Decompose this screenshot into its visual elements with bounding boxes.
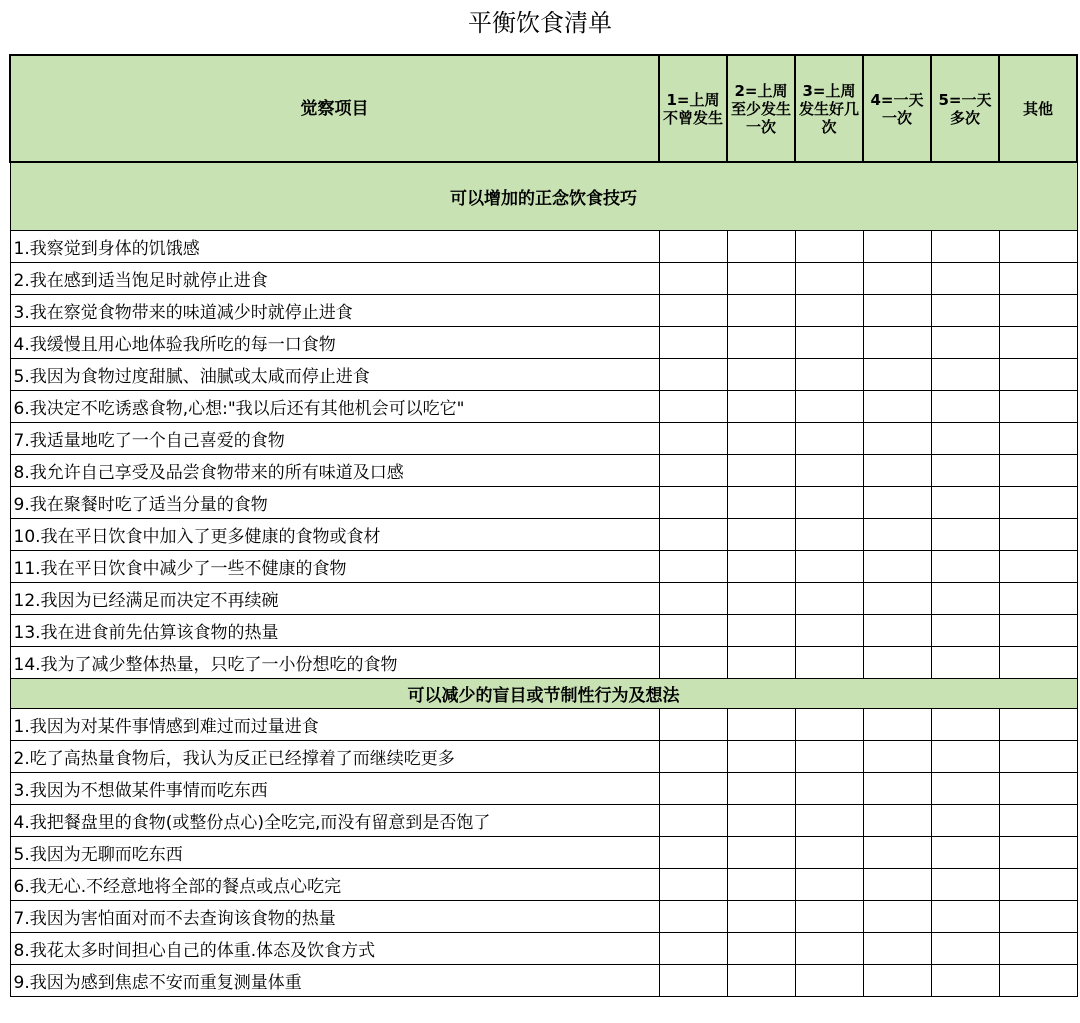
rating-cell[interactable]	[931, 583, 999, 615]
rating-cell[interactable]	[795, 295, 863, 327]
rating-cell[interactable]	[863, 869, 931, 901]
rating-cell[interactable]	[659, 773, 727, 805]
rating-cell[interactable]	[659, 583, 727, 615]
rating-cell[interactable]	[863, 487, 931, 519]
table-row	[10, 615, 1077, 647]
table-row	[10, 519, 1077, 551]
item-label: 9.我在聚餐时吃了适当分量的食物	[10, 487, 659, 519]
rating-cell[interactable]	[795, 901, 863, 933]
rating-cell[interactable]	[863, 709, 931, 741]
section-title: 可以减少的盲目或节制性行为及想法	[10, 679, 1077, 709]
rating-cell[interactable]	[795, 455, 863, 487]
rating-cell[interactable]	[659, 295, 727, 327]
rating-cell[interactable]	[999, 391, 1077, 423]
rating-cell[interactable]	[863, 805, 931, 837]
table-row	[10, 391, 1077, 423]
rating-cell[interactable]	[795, 965, 863, 997]
rating-cell[interactable]	[931, 455, 999, 487]
rating-cell[interactable]	[863, 583, 931, 615]
rating-cell[interactable]	[659, 615, 727, 647]
rating-cell[interactable]	[659, 263, 727, 295]
rating-cell[interactable]	[795, 773, 863, 805]
rating-cell[interactable]	[999, 709, 1077, 741]
rating-cell[interactable]	[931, 391, 999, 423]
rating-cell[interactable]	[659, 901, 727, 933]
rating-cell[interactable]	[863, 965, 931, 997]
rating-cell[interactable]	[795, 837, 863, 869]
rating-cell[interactable]	[727, 391, 795, 423]
header-option-5: 5=一天多次	[931, 55, 999, 162]
rating-cell[interactable]	[727, 423, 795, 455]
item-label: 2.吃了高热量食物后，我认为反正已经撑着了而继续吃更多	[10, 741, 659, 773]
rating-cell[interactable]	[659, 423, 727, 455]
rating-cell[interactable]	[727, 965, 795, 997]
rating-cell[interactable]	[931, 741, 999, 773]
rating-cell[interactable]	[795, 391, 863, 423]
rating-cell[interactable]	[727, 519, 795, 551]
rating-cell[interactable]	[999, 773, 1077, 805]
item-label: 2.我在感到适当饱足时就停止进食	[10, 263, 659, 295]
rating-cell[interactable]	[727, 455, 795, 487]
rating-cell[interactable]	[727, 741, 795, 773]
rating-cell[interactable]	[727, 583, 795, 615]
item-label: 7.我因为害怕面对而不去查询该食物的热量	[10, 901, 659, 933]
page-title: 平衡饮食清单	[468, 9, 612, 37]
rating-cell[interactable]	[795, 263, 863, 295]
table-row	[10, 487, 1077, 519]
rating-cell[interactable]	[863, 263, 931, 295]
rating-cell[interactable]	[999, 647, 1077, 679]
rating-cell[interactable]	[659, 741, 727, 773]
rating-cell[interactable]	[727, 263, 795, 295]
table-row	[10, 933, 1077, 965]
rating-cell[interactable]	[931, 709, 999, 741]
item-label: 6.我决定不吃诱惑食物,心想:"我以后还有其他机会可以吃它"	[10, 391, 659, 423]
rating-cell[interactable]	[931, 295, 999, 327]
table-row	[10, 583, 1077, 615]
rating-cell[interactable]	[727, 709, 795, 741]
item-label: 10.我在平日饮食中加入了更多健康的食物或食材	[10, 519, 659, 551]
rating-cell[interactable]	[999, 741, 1077, 773]
rating-cell[interactable]	[863, 391, 931, 423]
item-label: 8.我允许自己享受及品尝食物带来的所有味道及口感	[10, 455, 659, 487]
rating-cell[interactable]	[863, 359, 931, 391]
rating-cell[interactable]	[931, 551, 999, 583]
rating-cell[interactable]	[931, 965, 999, 997]
table-row	[10, 455, 1077, 487]
header-item-column: 觉察项目	[10, 55, 659, 162]
rating-cell[interactable]	[999, 615, 1077, 647]
header-option-4: 4=一天一次	[863, 55, 931, 162]
rating-cell[interactable]	[659, 359, 727, 391]
item-label: 12.我因为已经满足而决定不再续碗	[10, 583, 659, 615]
item-label: 3.我因为不想做某件事情而吃东西	[10, 773, 659, 805]
rating-cell[interactable]	[931, 805, 999, 837]
rating-cell[interactable]	[727, 231, 795, 263]
rating-cell[interactable]	[999, 965, 1077, 997]
rating-cell[interactable]	[659, 805, 727, 837]
rating-cell[interactable]	[999, 869, 1077, 901]
rating-cell[interactable]	[795, 933, 863, 965]
rating-cell[interactable]	[659, 519, 727, 551]
rating-cell[interactable]	[727, 773, 795, 805]
item-label: 7.我适量地吃了一个自己喜爱的食物	[10, 423, 659, 455]
rating-cell[interactable]	[999, 519, 1077, 551]
table-row	[10, 965, 1077, 997]
checklist-table	[9, 54, 1078, 997]
header-option-3: 3=上周发生好几次	[795, 55, 863, 162]
rating-cell[interactable]	[727, 327, 795, 359]
section-title: 可以增加的正念饮食技巧	[10, 162, 1077, 231]
rating-cell[interactable]	[795, 583, 863, 615]
rating-cell[interactable]	[795, 519, 863, 551]
rating-cell[interactable]	[795, 487, 863, 519]
table-row	[10, 263, 1077, 295]
section-header-row	[10, 679, 1077, 709]
rating-cell[interactable]	[795, 805, 863, 837]
rating-cell[interactable]	[727, 615, 795, 647]
item-label: 5.我因为无聊而吃东西	[10, 837, 659, 869]
rating-cell[interactable]	[727, 647, 795, 679]
rating-cell[interactable]	[727, 805, 795, 837]
rating-cell[interactable]	[931, 901, 999, 933]
table-row	[10, 327, 1077, 359]
rating-cell[interactable]	[727, 295, 795, 327]
item-label: 6.我无心.不经意地将全部的餐点或点心吃完	[10, 869, 659, 901]
table-row	[10, 423, 1077, 455]
item-label: 4.我把餐盘里的食物(或整份点心)全吃完,而没有留意到是否饱了	[10, 805, 659, 837]
rating-cell[interactable]	[999, 487, 1077, 519]
rating-cell[interactable]	[659, 647, 727, 679]
item-label: 8.我花太多时间担心自己的体重.体态及饮食方式	[10, 933, 659, 965]
rating-cell[interactable]	[795, 423, 863, 455]
rating-cell[interactable]	[659, 327, 727, 359]
rating-cell[interactable]	[999, 551, 1077, 583]
rating-cell[interactable]	[727, 869, 795, 901]
rating-cell[interactable]	[999, 231, 1077, 263]
rating-cell[interactable]	[659, 869, 727, 901]
rating-cell[interactable]	[931, 869, 999, 901]
rating-cell[interactable]	[795, 551, 863, 583]
header-row	[10, 55, 1077, 162]
rating-cell[interactable]	[931, 615, 999, 647]
rating-cell[interactable]	[863, 231, 931, 263]
rating-cell[interactable]	[659, 933, 727, 965]
item-label: 13.我在进食前先估算该食物的热量	[10, 615, 659, 647]
rating-cell[interactable]	[931, 933, 999, 965]
rating-cell[interactable]	[999, 455, 1077, 487]
rating-cell[interactable]	[795, 647, 863, 679]
rating-cell[interactable]	[863, 773, 931, 805]
rating-cell[interactable]	[999, 327, 1077, 359]
rating-cell[interactable]	[931, 359, 999, 391]
table-row	[10, 551, 1077, 583]
rating-cell[interactable]	[863, 295, 931, 327]
rating-cell[interactable]	[795, 741, 863, 773]
rating-cell[interactable]	[795, 869, 863, 901]
section-header-row	[10, 162, 1077, 231]
rating-cell[interactable]	[931, 263, 999, 295]
rating-cell[interactable]	[795, 231, 863, 263]
rating-cell[interactable]	[659, 837, 727, 869]
rating-cell[interactable]	[863, 519, 931, 551]
rating-cell[interactable]	[999, 933, 1077, 965]
table-row	[10, 805, 1077, 837]
rating-cell[interactable]	[795, 615, 863, 647]
rating-cell[interactable]	[795, 359, 863, 391]
table-row	[10, 709, 1077, 741]
header-option-1: 1=上周不曾发生	[659, 55, 727, 162]
table-row	[10, 901, 1077, 933]
rating-cell[interactable]	[659, 231, 727, 263]
rating-cell[interactable]	[863, 327, 931, 359]
header-option-other: 其他	[999, 55, 1077, 162]
rating-cell[interactable]	[931, 773, 999, 805]
rating-cell[interactable]	[727, 837, 795, 869]
rating-cell[interactable]	[863, 901, 931, 933]
rating-cell[interactable]	[863, 551, 931, 583]
table-row	[10, 295, 1077, 327]
rating-cell[interactable]	[659, 391, 727, 423]
rating-cell[interactable]	[863, 647, 931, 679]
header-option-2: 2=上周至少发生一次	[727, 55, 795, 162]
rating-cell[interactable]	[999, 423, 1077, 455]
item-label: 9.我因为感到焦虑不安而重复测量体重	[10, 965, 659, 997]
rating-cell[interactable]	[999, 837, 1077, 869]
item-label: 5.我因为食物过度甜腻、油腻或太咸而停止进食	[10, 359, 659, 391]
rating-cell[interactable]	[931, 327, 999, 359]
table-row	[10, 837, 1077, 869]
rating-cell[interactable]	[931, 647, 999, 679]
rating-cell[interactable]	[931, 423, 999, 455]
item-label: 4.我缓慢且用心地体验我所吃的每一口食物	[10, 327, 659, 359]
rating-cell[interactable]	[659, 487, 727, 519]
item-label: 3.我在察觉食物带来的味道减少时就停止进食	[10, 295, 659, 327]
rating-cell[interactable]	[863, 423, 931, 455]
rating-cell[interactable]	[931, 487, 999, 519]
rating-cell[interactable]	[659, 455, 727, 487]
table-row	[10, 647, 1077, 679]
table-row	[10, 773, 1077, 805]
table-row	[10, 359, 1077, 391]
rating-cell[interactable]	[999, 805, 1077, 837]
rating-cell[interactable]	[863, 741, 931, 773]
table-row	[10, 741, 1077, 773]
rating-cell[interactable]	[931, 837, 999, 869]
rating-cell[interactable]	[999, 263, 1077, 295]
rating-cell[interactable]	[795, 709, 863, 741]
rating-cell[interactable]	[727, 901, 795, 933]
rating-cell[interactable]	[863, 837, 931, 869]
table-row	[10, 869, 1077, 901]
rating-cell[interactable]	[931, 519, 999, 551]
rating-cell[interactable]	[863, 933, 931, 965]
item-label: 14.我为了减少整体热量，只吃了一小份想吃的食物	[10, 647, 659, 679]
rating-cell[interactable]	[727, 551, 795, 583]
rating-cell[interactable]	[863, 455, 931, 487]
rating-cell[interactable]	[999, 359, 1077, 391]
rating-cell[interactable]	[727, 487, 795, 519]
rating-cell[interactable]	[727, 933, 795, 965]
rating-cell[interactable]	[863, 615, 931, 647]
rating-cell[interactable]	[931, 231, 999, 263]
rating-cell[interactable]	[999, 901, 1077, 933]
rating-cell[interactable]	[999, 295, 1077, 327]
item-label: 11.我在平日饮食中减少了一些不健康的食物	[10, 551, 659, 583]
rating-cell[interactable]	[795, 327, 863, 359]
rating-cell[interactable]	[659, 709, 727, 741]
rating-cell[interactable]	[727, 359, 795, 391]
rating-cell[interactable]	[659, 965, 727, 997]
rating-cell[interactable]	[659, 551, 727, 583]
table-row	[10, 231, 1077, 263]
rating-cell[interactable]	[999, 583, 1077, 615]
item-label: 1.我察觉到身体的饥饿感	[10, 231, 659, 263]
item-label: 1.我因为对某件事情感到难过而过量进食	[10, 709, 659, 741]
